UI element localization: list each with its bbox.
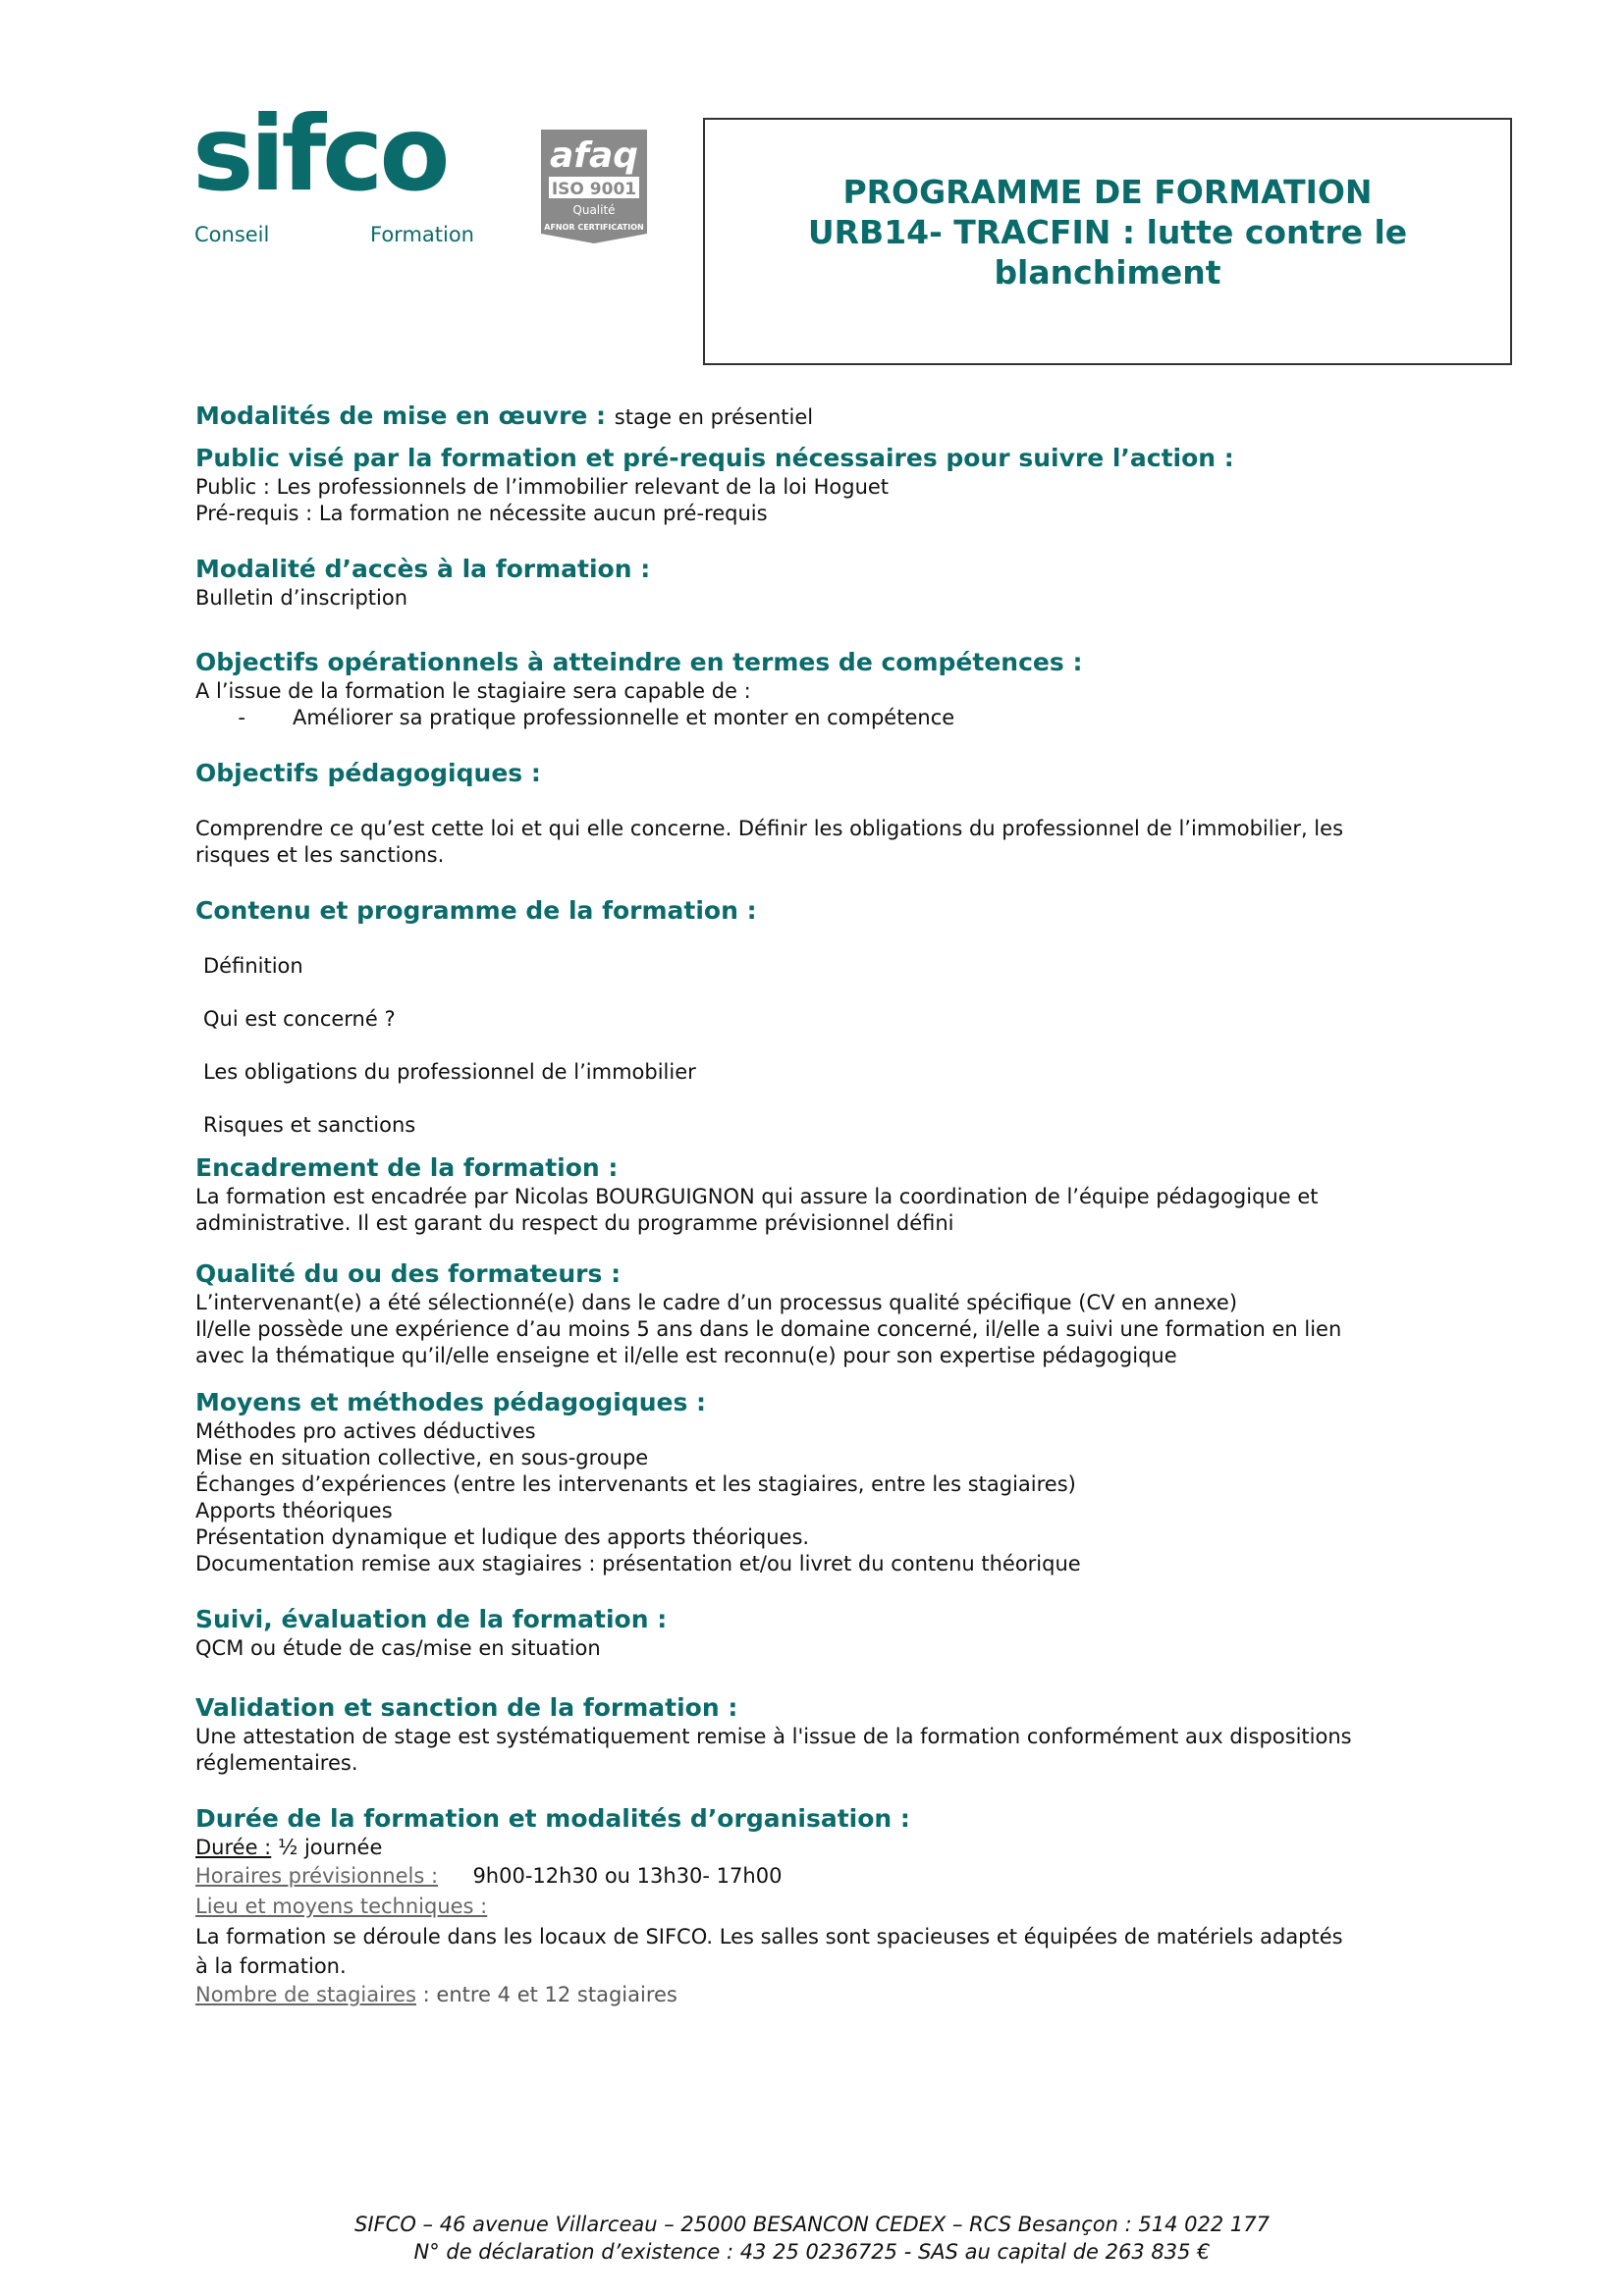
document-body	[195, 400, 1442, 2010]
logo-sub-right: Formation	[370, 223, 474, 246]
contenu-item: Risques et sanctions	[203, 1113, 416, 1137]
moyens-line: Apports théoriques	[195, 1499, 393, 1522]
section-modalites	[195, 400, 1442, 433]
lieu-label: Lieu et moyens techniques :	[195, 1895, 488, 1918]
contenu-item: Définition	[203, 954, 303, 978]
lieu-line-2: à la formation.	[195, 1954, 347, 1978]
footer-line-1: SIFCO – 46 avenue Villarceau – 25000 BESANCON CEDEX – RCS Besançon : 514 022 177	[354, 2213, 1270, 2236]
modalites-value: stage en présentiel	[614, 405, 814, 429]
nombre-sep: :	[415, 1983, 437, 2006]
lieu-line-1: La formation se déroule dans les locaux de SIFCO. Les salles sont spacieuses et équipées de matériels adaptés	[195, 1925, 1343, 1949]
title-line-1: PROGRAMME DE FORMATION	[842, 172, 1373, 211]
acces-title: Modalité d’accès à la formation :	[195, 555, 651, 583]
afaq-iso: ISO 9001	[551, 180, 637, 199]
duree-title: Durée de la formation et modalités d’organisation :	[195, 1804, 910, 1833]
contenu-item: Qui est concerné ?	[203, 1007, 396, 1031]
moyens-line: Présentation dynamique et ludique des apports théoriques.	[195, 1525, 810, 1549]
logo-wordmark: sifco	[192, 94, 447, 214]
moyens-line: Méthodes pro actives déductives	[195, 1419, 536, 1443]
suivi-line: QCM ou étude de cas/mise en situation	[195, 1636, 601, 1660]
footer	[0, 2211, 1624, 2266]
objectifs-op-bullet	[195, 705, 1442, 731]
nombre-line	[195, 1980, 1442, 2010]
afaq-iso-9001-badge	[531, 126, 657, 246]
horaires-line	[195, 1861, 1442, 1892]
moyens-title: Moyens et méthodes pédagogiques :	[195, 1388, 707, 1416]
horaires-label: Horaires prévisionnels :	[195, 1864, 439, 1888]
encadrement-title: Encadrement de la formation :	[195, 1153, 619, 1182]
title-box	[703, 118, 1512, 365]
logo-sub-left: Conseil	[194, 223, 270, 246]
duree-label: Durée :	[195, 1836, 272, 1859]
bullet-text: Améliorer sa pratique professionnelle et monter en compétence	[293, 706, 955, 729]
title-line-2: URB14- TRACFIN : lutte contre le	[807, 212, 1408, 251]
validation-title: Validation et sanction de la formation :	[195, 1693, 738, 1722]
moyens-line: Échanges d’expériences (entre les intervenants et les stagiaires, entre les stagiaires)	[195, 1472, 1076, 1496]
afaq-quality: Qualité	[572, 203, 616, 217]
nombre-value: entre 4 et 12 stagiaires	[436, 1983, 677, 2006]
objectifs-peda-title: Objectifs pédagogiques :	[195, 759, 541, 787]
objectifs-op-intro: A l’issue de la formation le stagiaire sera capable de :	[195, 679, 751, 703]
acces-line: Bulletin d’inscription	[195, 586, 408, 610]
validation-line-1: Une attestation de stage est systématiquement remise à l'issue de la formation conformément aux dispositions	[195, 1725, 1352, 1748]
suivi-title: Suivi, évaluation de la formation :	[195, 1605, 668, 1633]
horaires-value: 9h00-12h30 ou 13h30- 17h00	[472, 1864, 783, 1888]
public-line: Public : Les professionnels de l’immobilier relevant de la loi Hoguet	[195, 475, 890, 499]
objectifs-peda-line-2: risques et les sanctions.	[195, 843, 445, 867]
qualite-line-3: avec la thématique qu’il/elle enseigne et il/elle est reconnu(e) pour son expertise pédagogique	[195, 1344, 1177, 1367]
afaq-brand: afaq	[549, 135, 639, 176]
nombre-label: Nombre de stagiaires	[195, 1983, 416, 2006]
modalites-label: Modalités de mise en œuvre :	[195, 401, 607, 430]
qualite-title: Qualité du ou des formateurs :	[195, 1259, 622, 1288]
qualite-line-1: L’intervenant(e) a été sélectionné(e) dans le cadre d’un processus qualité spécifique (CV en annexe)	[195, 1291, 1238, 1314]
afaq-body: AFNOR CERTIFICATION	[544, 223, 644, 232]
moyens-line: Documentation remise aux stagiaires : présentation et/ou livret du contenu théorique	[195, 1552, 1081, 1575]
title-line-3: blanchiment	[994, 252, 1221, 292]
public-title: Public visé par la formation et pré-requis nécessaires pour suivre l’action :	[195, 444, 1234, 472]
duree-value: ½ journée	[277, 1836, 383, 1859]
encadrement-line-1: La formation est encadrée par Nicolas BOURGUIGNON qui assure la coordination de l’équipe pédagogique et	[195, 1185, 1319, 1208]
sifco-logo	[192, 94, 477, 255]
prerequis-line: Pré-requis : La formation ne nécessite aucun pré-requis	[195, 502, 768, 525]
validation-line-2: réglementaires.	[195, 1751, 358, 1775]
contenu-item: Les obligations du professionnel de l’immobilier	[203, 1060, 696, 1084]
objectifs-peda-line-1: Comprendre ce qu’est cette loi et qui elle concerne. Définir les obligations du professionnel de l’immobilier, les	[195, 817, 1344, 840]
encadrement-line-2: administrative. Il est garant du respect du programme prévisionnel défini	[195, 1211, 954, 1235]
qualite-line-2: Il/elle possède une expérience d’au moins 5 ans dans le domaine concerné, il/elle a suivi une formation en lien	[195, 1317, 1342, 1341]
logo-subtitle	[194, 223, 474, 246]
footer-line-2: N° de déclaration d’existence : 43 25 0236725 - SAS au capital de 263 835 €	[413, 2240, 1211, 2264]
objectifs-op-title: Objectifs opérationnels à atteindre en termes de compétences :	[195, 648, 1083, 676]
duree-line	[195, 1835, 1442, 1861]
moyens-line: Mise en situation collective, en sous-groupe	[195, 1446, 649, 1469]
contenu-title: Contenu et programme de la formation :	[195, 896, 757, 925]
bullet-dash: -	[238, 706, 245, 729]
